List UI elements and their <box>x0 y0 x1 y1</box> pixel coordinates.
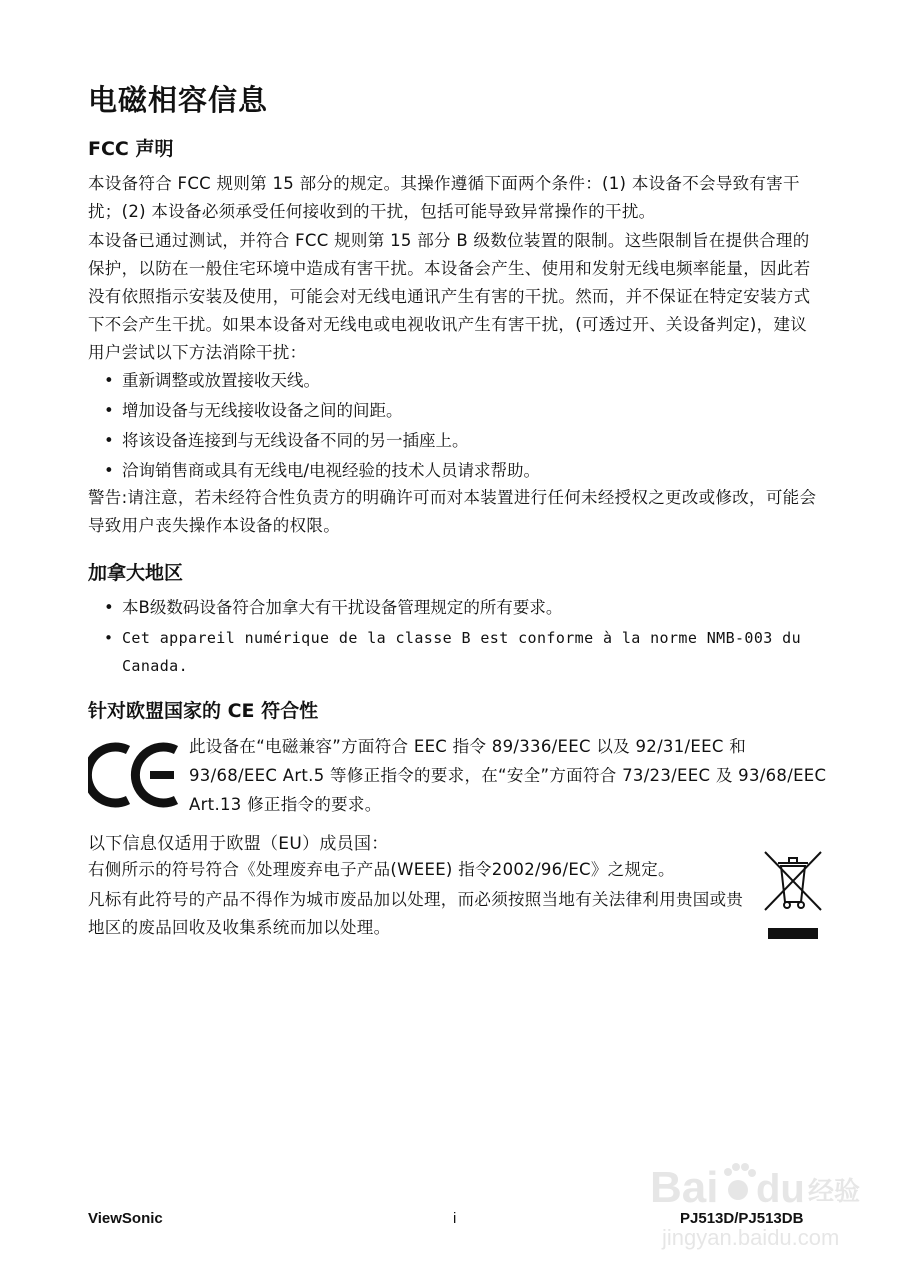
list-item: • 将该设备连接到与无线设备不同的另一插座上。 <box>100 426 820 456</box>
footer-brand: ViewSonic <box>88 1210 163 1227</box>
watermark-brand-text-2: du <box>756 1167 805 1211</box>
canada-list <box>100 594 820 680</box>
list-item: • 增加设备与无线接收设备之间的间距。 <box>100 396 820 426</box>
ce-compliance-text: 此设备在“电磁兼容”方面符合 EEC 指令 89/336/EEC 以及 92/31/EEC 和 93/68/EEC Art.5 等修正指令的要求，在“安全”方面符合 73/23/EEC 及 93/68/EEC Art.13 修正指令的要求。 <box>189 737 827 814</box>
list-item: • 洽询销售商或具有无线电/电视经验的技术人员请求帮助。 <box>100 456 820 486</box>
watermark-url: jingyan.baidu.com <box>662 1225 840 1250</box>
ce-mark-icon <box>88 740 184 810</box>
fcc-warning: 警告:请注意，若未经符合性负责方的明确许可而对本装置进行任何未经授权之更改或修改，可能会导致用户丧失操作本设备的权限。 <box>88 488 817 535</box>
weee-line-2: 凡标有此符号的产品不得作为城市废品加以处理，而必须按照当地有关法律利用贵国或贵地区的废品回收及收集系统而加以处理。 <box>88 890 744 937</box>
fcc-heading: FCC 声明 <box>88 138 174 160</box>
list-item: • 重新调整或放置接收天线。 <box>100 366 820 396</box>
list-item: • Cet appareil numérique de la classe B est conforme à la norme NMB-003 du Canada. <box>100 624 820 680</box>
paw-icon <box>724 1163 756 1200</box>
watermark-brand-text: Bai <box>650 1163 719 1212</box>
fcc-remedy-list <box>100 366 820 486</box>
page-title: 电磁相容信息 <box>88 83 269 117</box>
footer-model: PJ513D/PJ513DB <box>680 1210 804 1227</box>
weee-intro: 以下信息仅适用于欧盟（EU）成员国： <box>88 834 389 854</box>
baidu-watermark <box>650 1150 870 1260</box>
crossed-out-wheelie-bin-icon <box>763 848 823 940</box>
watermark-cn-text: 经验 <box>808 1176 861 1206</box>
weee-line-1: 右侧所示的符号符合《处理废弃电子产品(WEEE) 指令2002/96/EC》之规定。 <box>88 860 675 879</box>
list-item: • 本B级数码设备符合加拿大有干扰设备管理规定的所有要求。 <box>100 594 820 622</box>
ce-heading: 针对欧盟国家的 CE 符合性 <box>88 700 319 722</box>
fcc-paragraph-2: 本设备已通过测试，并符合 FCC 规则第 15 部分 B 级数位装置的限制。这些限制旨在提供合理的保护，以防在一般住宅环境中造成有害干扰。本设备会产生、使用和发射无线电频率能量，因此若没有依照指示安装及使用，可能会对无线电通讯产生有害的干扰。然而，并不保证在特定安装方式下不会产生干扰。如果本设备对无线电或电视收讯产生有害干扰，(可透过开、关设备判定)，建议用户尝试以下方法消除干扰： <box>88 231 811 362</box>
fcc-paragraph-1: 本设备符合 FCC 规则第 15 部分的规定。其操作遵循下面两个条件：(1) 本设备不会导致有害干扰；(2) 本设备必须承受任何接收到的干扰，包括可能导致异常操作的干扰。 <box>88 174 800 221</box>
footer-page-number: i <box>453 1210 457 1227</box>
canada-heading: 加拿大地区 <box>88 562 184 584</box>
